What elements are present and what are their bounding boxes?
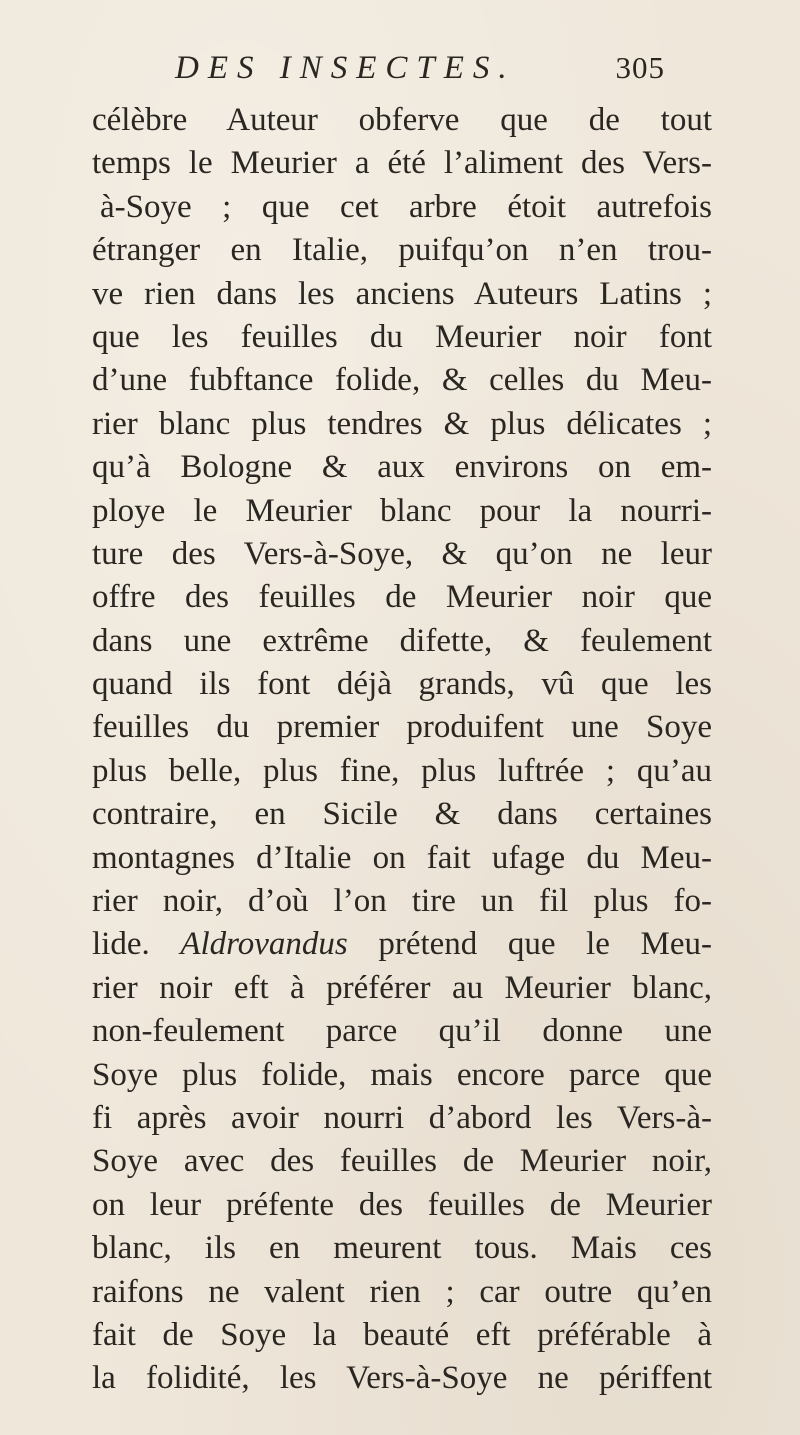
text-fragment: lide.	[92, 926, 150, 963]
author-name-italic: Aldrovandus	[180, 926, 348, 963]
text-line: feuilles du premier produifent une Soye	[92, 709, 712, 746]
text-line: la folidité, les Vers-à-Soye ne périffent	[92, 1360, 712, 1397]
text-line: étranger en Italie, puifqu’on n’en trou-	[92, 232, 712, 269]
text-line: fi après avoir nourri d’abord les Vers-à-	[92, 1099, 712, 1136]
page-number: 305	[615, 50, 665, 85]
text-line: Soye plus folide, mais encore parce que	[92, 1056, 712, 1093]
text-line: rier noir, d’où l’on tire un fil plus fo-	[92, 883, 712, 920]
text-line: d’une fubftance folide, & celles du Meu-	[92, 362, 712, 399]
text-line: montagnes d’Italie on fait ufage du Meu-	[92, 839, 712, 876]
text-line: quand ils font déjà grands, vû que les	[92, 666, 712, 703]
text-line: Soye avec des feuilles de Meurier noir,	[92, 1143, 712, 1180]
text-line: ture des Vers-à-Soye, & qu’on ne leur	[92, 535, 712, 572]
text-line: blanc, ils en meurent tous. Mais ces	[92, 1230, 712, 1267]
text-line: rier noir eft à préférer au Meurier blanc,	[92, 969, 712, 1006]
text-line: dans une extrême difette, & feulement	[92, 622, 712, 659]
text-line: plus belle, plus fine, plus luftrée ; qu’au	[92, 752, 712, 789]
text-line: raifons ne valent rien ; car outre qu’en	[92, 1273, 712, 1310]
text-line: à-Soye ; que cet arbre étoit autrefois	[100, 188, 712, 225]
text-line: contraire, en Sicile & dans certaines	[92, 796, 712, 833]
page-header	[165, 50, 665, 100]
text-fragment: prétend que le Meu-	[378, 926, 713, 963]
text-line: non-feulement parce qu’il donne une	[92, 1013, 712, 1050]
text-line: temps le Meurier a été l’aliment des Vers-	[92, 145, 712, 182]
text-line: qu’à Bologne & aux environs on em-	[92, 449, 712, 486]
text-line: rier blanc plus tendres & plus délicates ;	[92, 405, 712, 442]
text-line: fait de Soye la beauté eft préférable à	[92, 1316, 712, 1353]
text-line: ploye le Meurier blanc pour la nourri-	[92, 492, 712, 529]
text-line: offre des feuilles de Meurier noir que	[92, 579, 712, 616]
body-text	[92, 99, 712, 1401]
text-line-mixed	[92, 923, 712, 966]
text-line: célèbre Auteur obferve que de tout	[92, 102, 712, 138]
text-line: on leur préfente des feuilles de Meurier	[92, 1186, 712, 1223]
running-head: DES INSECTES.	[175, 50, 516, 86]
text-line: ve rien dans les anciens Auteurs Latins ;	[92, 275, 712, 312]
text-line: que les feuilles du Meurier noir font	[92, 318, 712, 355]
